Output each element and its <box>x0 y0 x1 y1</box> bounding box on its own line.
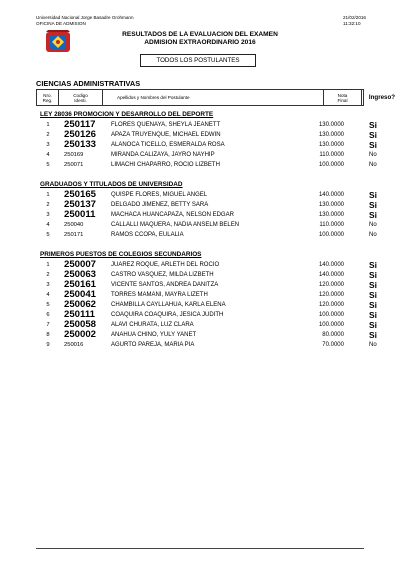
admission-status: Si <box>369 320 377 330</box>
row-number: 8 <box>46 332 50 338</box>
table-row <box>36 160 377 170</box>
applicant-code: 250016 <box>64 342 84 348</box>
row-number: 2 <box>46 202 50 208</box>
report-title <box>80 31 320 48</box>
admission-status: No <box>369 342 377 348</box>
report-title-line2: ADMISION EXTRAORDINARIO 2016 <box>144 39 256 47</box>
row-number: 1 <box>46 122 50 128</box>
applicant-name: COAQUIRA COAQUIRA, JESICA JUDITH <box>111 312 224 318</box>
column-name: Apellidos y Nombres del Postulante <box>103 90 324 106</box>
admission-status: Si <box>369 270 377 280</box>
row-number: 1 <box>46 192 50 198</box>
table-row <box>36 209 377 220</box>
applicant-code: 250007 <box>64 259 97 270</box>
admission-status: No <box>369 222 377 228</box>
admission-status: Si <box>369 120 377 130</box>
admission-status: Si <box>369 130 377 140</box>
final-score: 70.0000 <box>322 342 344 348</box>
admission-status: Si <box>369 210 377 220</box>
applicant-name: TORRES MAMANI, MAYRA LIZETH <box>111 292 208 298</box>
applicant-code: 250171 <box>64 232 84 238</box>
applicant-code: 250062 <box>64 299 97 310</box>
applicant-filter-label: TODOS LOS POSTULANTES <box>140 54 256 67</box>
university-crest-logo <box>44 30 72 54</box>
row-number: 5 <box>46 162 50 168</box>
admission-status: Si <box>369 260 377 270</box>
table-header <box>36 89 396 106</box>
category-title: PRIMEROS PUESTOS DE COLEGIOS SECUNDARIOS <box>40 251 202 258</box>
applicant-code: 250137 <box>64 199 97 210</box>
applicant-code: 250117 <box>64 119 96 130</box>
print-timestamp <box>343 15 366 27</box>
admission-status: Si <box>369 190 377 200</box>
final-score: 120.0000 <box>318 292 344 298</box>
final-score: 100.0000 <box>318 312 344 318</box>
column-ident-label: Identi. <box>74 98 87 103</box>
final-score: 140.0000 <box>318 192 344 198</box>
table-row <box>36 139 377 150</box>
print-time: 11:32:10 <box>343 21 361 26</box>
column-nota-label: Nota <box>337 92 348 98</box>
row-number: 5 <box>46 232 50 238</box>
final-score: 130.0000 <box>318 122 344 128</box>
applicant-code: 250040 <box>64 222 84 228</box>
final-score: 110.0000 <box>319 222 344 228</box>
final-score: 120.0000 <box>318 302 344 308</box>
admission-status: Si <box>369 200 377 210</box>
column-nro-reg <box>37 90 59 106</box>
applicant-code: 250071 <box>64 162 84 168</box>
admission-status: No <box>369 152 377 158</box>
row-number: 7 <box>46 322 50 328</box>
applicant-code: 250133 <box>64 139 97 150</box>
row-number: 3 <box>46 142 50 148</box>
category-title: GRADUADOS Y TITULADOS DE UNIVERSIDAD <box>40 181 183 188</box>
table-row <box>36 340 377 350</box>
row-number: 4 <box>46 222 50 228</box>
applicant-code: 250002 <box>64 329 97 340</box>
applicant-code: 250165 <box>64 189 97 200</box>
footer-divider <box>36 548 364 549</box>
final-score: 100.0000 <box>318 322 344 328</box>
admission-status: Si <box>369 310 377 320</box>
admission-status: No <box>369 162 377 168</box>
applicant-name: ALANOCA TICELLO, ESMERALDA ROSA <box>111 142 225 148</box>
applicant-name: DELGADO JIMENEZ, BETTY SARA <box>111 202 209 208</box>
admission-category-section <box>36 180 377 240</box>
row-number: 4 <box>46 292 50 298</box>
final-score: 130.0000 <box>318 202 344 208</box>
institution-block <box>36 15 134 27</box>
report-title-line1: RESULTADOS DE LA EVALUACION DEL EXAMEN <box>122 31 278 38</box>
applicant-code: 250011 <box>64 209 96 220</box>
table-row <box>36 220 377 230</box>
career-heading: CIENCIAS ADMINISTRATIVAS <box>36 79 141 88</box>
applicant-name: ANAHUA CHINO, YULY YANET <box>111 332 197 338</box>
column-nota-final <box>324 90 362 106</box>
admission-status: Si <box>369 300 377 310</box>
row-number: 2 <box>46 132 50 138</box>
column-codigo-label: Codigo <box>73 92 88 98</box>
applicant-code: 250041 <box>64 289 97 300</box>
final-score: 100.0000 <box>318 232 344 238</box>
column-reg-label: Reg. <box>42 98 53 103</box>
row-number: 4 <box>46 152 50 158</box>
table-row <box>36 230 377 240</box>
applicant-name: JUAREZ ROQUE, ARLETH DEL ROCIO <box>111 262 220 268</box>
applicant-name: MIRANDA CALIZAYA, JAYRO NAYHIP <box>111 152 215 158</box>
applicant-code: 250169 <box>64 152 84 158</box>
table-row <box>36 150 377 160</box>
office-name: OFICINA DE ADMISION <box>36 21 86 26</box>
admission-category-section <box>36 250 377 350</box>
applicant-name: RAMOS CCOPA, EULALIA <box>111 232 184 238</box>
row-number: 5 <box>46 302 50 308</box>
applicant-name: FLORES QUENAYA, SHEYLA JEANETT <box>111 122 221 128</box>
applicant-code: 250058 <box>64 319 97 330</box>
final-score: 130.0000 <box>318 142 344 148</box>
applicant-name: LIMACHI CHAPARRO, ROCIO LIZBETH <box>111 162 220 168</box>
admission-status: Si <box>369 140 377 150</box>
final-score: 130.0000 <box>318 132 344 138</box>
admission-status: Si <box>369 280 377 290</box>
applicant-name: CALLALLI MAQUERA, NADIA ANSELM BELEN <box>111 222 240 228</box>
applicant-code: 250111 <box>64 309 95 320</box>
print-date: 21/02/2016 <box>343 15 366 20</box>
row-number: 3 <box>46 282 50 288</box>
column-codigo <box>59 90 103 106</box>
final-score: 100.0000 <box>318 162 344 168</box>
admission-status: Si <box>369 330 377 340</box>
table-row <box>36 329 377 340</box>
applicant-code: 250063 <box>64 269 97 280</box>
applicant-name: AGURTO PAREJA, MARIA PIA <box>111 342 195 348</box>
final-score: 140.0000 <box>318 262 344 268</box>
admission-category-section <box>36 110 377 170</box>
admission-status: Si <box>369 290 377 300</box>
applicant-name: QUISPE FLORES, MIGUEL ANGEL <box>111 192 208 198</box>
final-score: 110.0000 <box>319 152 344 158</box>
applicant-name: MACHACA HUANCAPAZA, NELSON EDGAR <box>111 212 234 218</box>
applicant-name: CASTRO VASQUEZ, MILDA LIZBETH <box>111 272 214 278</box>
applicant-name: ALAVI CHURATA, LUZ CLARA <box>111 322 194 328</box>
applicant-code: 250126 <box>64 129 97 140</box>
row-number: 2 <box>46 272 50 278</box>
row-number: 9 <box>46 342 50 348</box>
row-number: 1 <box>46 262 50 268</box>
column-final-label: Final <box>337 98 348 103</box>
column-nro-label: Nro. <box>43 92 52 98</box>
institution-name: Universidad Nacional Jorge Basadre Grohmann <box>36 15 134 20</box>
applicant-name: CHAMBILLA CAYLLAHUA, KARLA ELENA <box>111 302 226 308</box>
row-number: 3 <box>46 212 50 218</box>
row-number: 6 <box>46 312 50 318</box>
final-score: 140.0000 <box>318 272 344 278</box>
final-score: 130.0000 <box>318 212 344 218</box>
category-title: LEY 28036 PROMOCION Y DESARROLLO DEL DEPORTE <box>40 111 214 118</box>
final-score: 80.0000 <box>322 332 344 338</box>
column-ingreso: Ingreso? <box>368 94 396 102</box>
admission-status: No <box>369 232 377 238</box>
applicant-name: APAZA TRUYENQUE, MICHAEL EDWIN <box>111 132 221 138</box>
final-score: 120.0000 <box>318 282 344 288</box>
applicant-code: 250161 <box>64 279 97 290</box>
applicant-name: VICENTE SANTOS, ANDREA DANITZA <box>111 282 219 288</box>
